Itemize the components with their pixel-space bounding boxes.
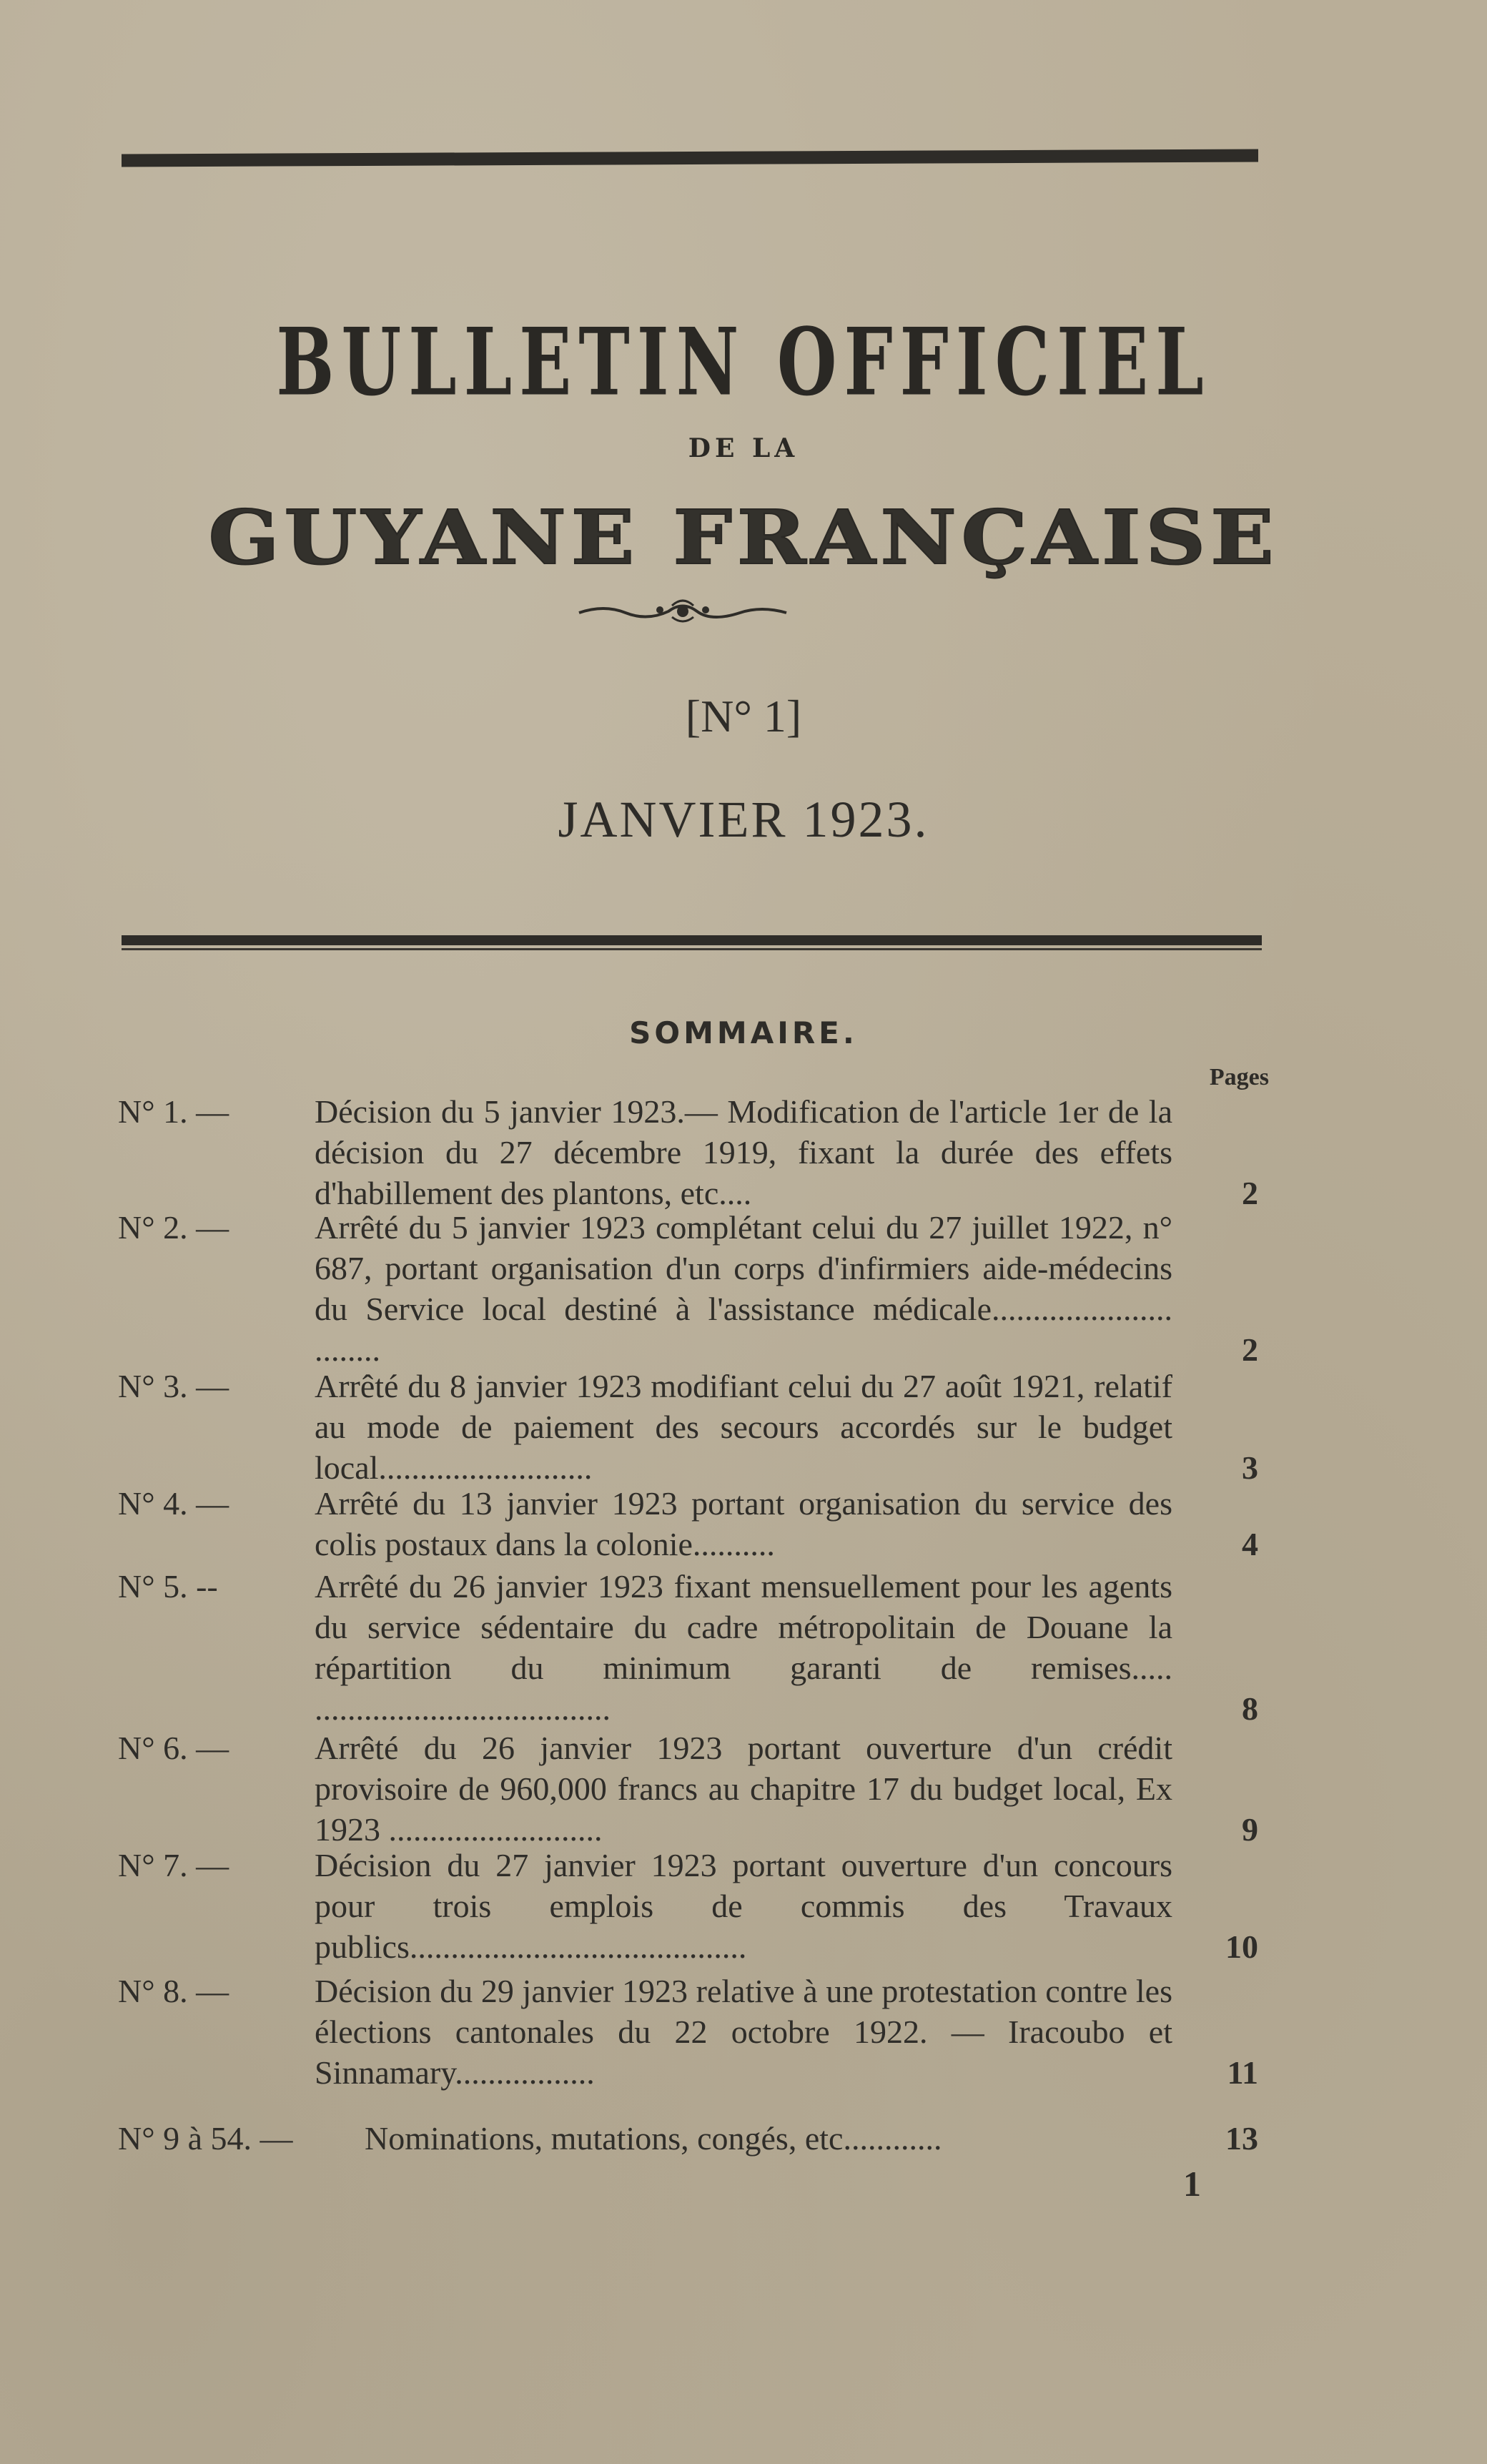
toc-entry (118, 2118, 1258, 2161)
sommaire-title: SOMMAIRE. (629, 1015, 858, 1050)
entry-number: N° 3. — (118, 1368, 229, 1404)
bulletin-subtitle: DE LA (688, 433, 799, 463)
entry-page: 9 (1242, 1811, 1258, 1848)
issue-date: JANVIER 1923. (558, 791, 929, 848)
entry-page: 2 (1242, 1331, 1258, 1368)
entry-page: 4 (1242, 1526, 1258, 1562)
entry-description: Nominations, mutations, congés, etc............ (365, 2120, 942, 2157)
entry-description: Arrêté du 26 janvier 1923 fixant mensuellement pour les agents du service sédentaire du cadre métropolitain de Douane la répartition du minimum garanti de remises..... .................................... (315, 1568, 1172, 1727)
entry-page: 10 (1225, 1928, 1258, 1965)
top-rule (122, 149, 1258, 167)
entry-number: N° 4. — (118, 1485, 229, 1522)
entry-page: 13 (1225, 2120, 1258, 2157)
toc-entry (118, 1366, 1258, 1494)
entry-description: Décision du 5 janvier 1923.— Modification de l'article 1er de la décision du 27 décembre 1919, fixant la durée des effets d'habillement des plantons, etc.... (315, 1093, 1172, 1211)
toc-entry (118, 1091, 1258, 1220)
entry-description: Arrêté du 26 janvier 1923 portant ouverture d'un crédit provisoire de 960,000 francs au chapitre 17 du budget local, Ex 1923 .......................... (315, 1730, 1172, 1848)
entry-number: N° 7. — (118, 1847, 229, 1883)
toc-entry (118, 1207, 1258, 1379)
entry-page: 2 (1242, 1175, 1258, 1211)
toc-entry (118, 1483, 1258, 1569)
ornament-flourish (575, 597, 790, 626)
toc-entry (118, 1845, 1258, 1973)
entry-number: N° 5. -- (118, 1568, 218, 1605)
entry-description: Décision du 27 janvier 1923 portant ouverture d'un concours pour trois emplois de commis des Travaux publics......................................... (315, 1847, 1172, 1965)
page-folio: 1 (1183, 2164, 1201, 2204)
entry-description: Décision du 29 janvier 1923 relative à une protestation contre les élections cantonales du 22 octobre 1922. — Iracoubo et Sinnamary................. (315, 1973, 1172, 2091)
entry-description: Arrêté du 13 janvier 1923 portant organisation du service des colis postaux dans la colonie.......... (315, 1485, 1172, 1562)
toc-entry (118, 1971, 1258, 2099)
bulletin-title: BULLETIN OFFICIEL (276, 307, 1211, 417)
entry-number: N° 2. — (118, 1209, 229, 1246)
pages-column-label: Pages (1209, 1064, 1269, 1090)
colony-title: GUYANE FRANÇAISE (208, 493, 1279, 581)
entry-description: Arrêté du 8 janvier 1923 modifiant celui du 27 août 1921, relatif au mode de paiement des secours accordés sur le budget local.......................... (315, 1368, 1172, 1486)
middle-rule (122, 935, 1262, 945)
entry-page: 3 (1242, 1449, 1258, 1486)
entry-description: Arrêté du 5 janvier 1923 complétant celui du 27 juillet 1922, n° 687, portant organisation d'un corps d'infirmiers aide-médecins du Service local destiné à l'assistance médicale...................... ........ (315, 1209, 1172, 1368)
toc-entry (118, 1566, 1258, 1738)
toc-entry (118, 1728, 1258, 1856)
issue-number: [N° 1] (685, 691, 802, 741)
entry-number: N° 1. — (118, 1093, 229, 1130)
entry-number: N° 8. — (118, 1973, 229, 2009)
entry-number: N° 9 à 54. — (118, 2120, 293, 2157)
entry-page: 8 (1242, 1690, 1258, 1727)
entry-number: N° 6. — (118, 1730, 229, 1766)
entry-page: 11 (1227, 2054, 1258, 2091)
